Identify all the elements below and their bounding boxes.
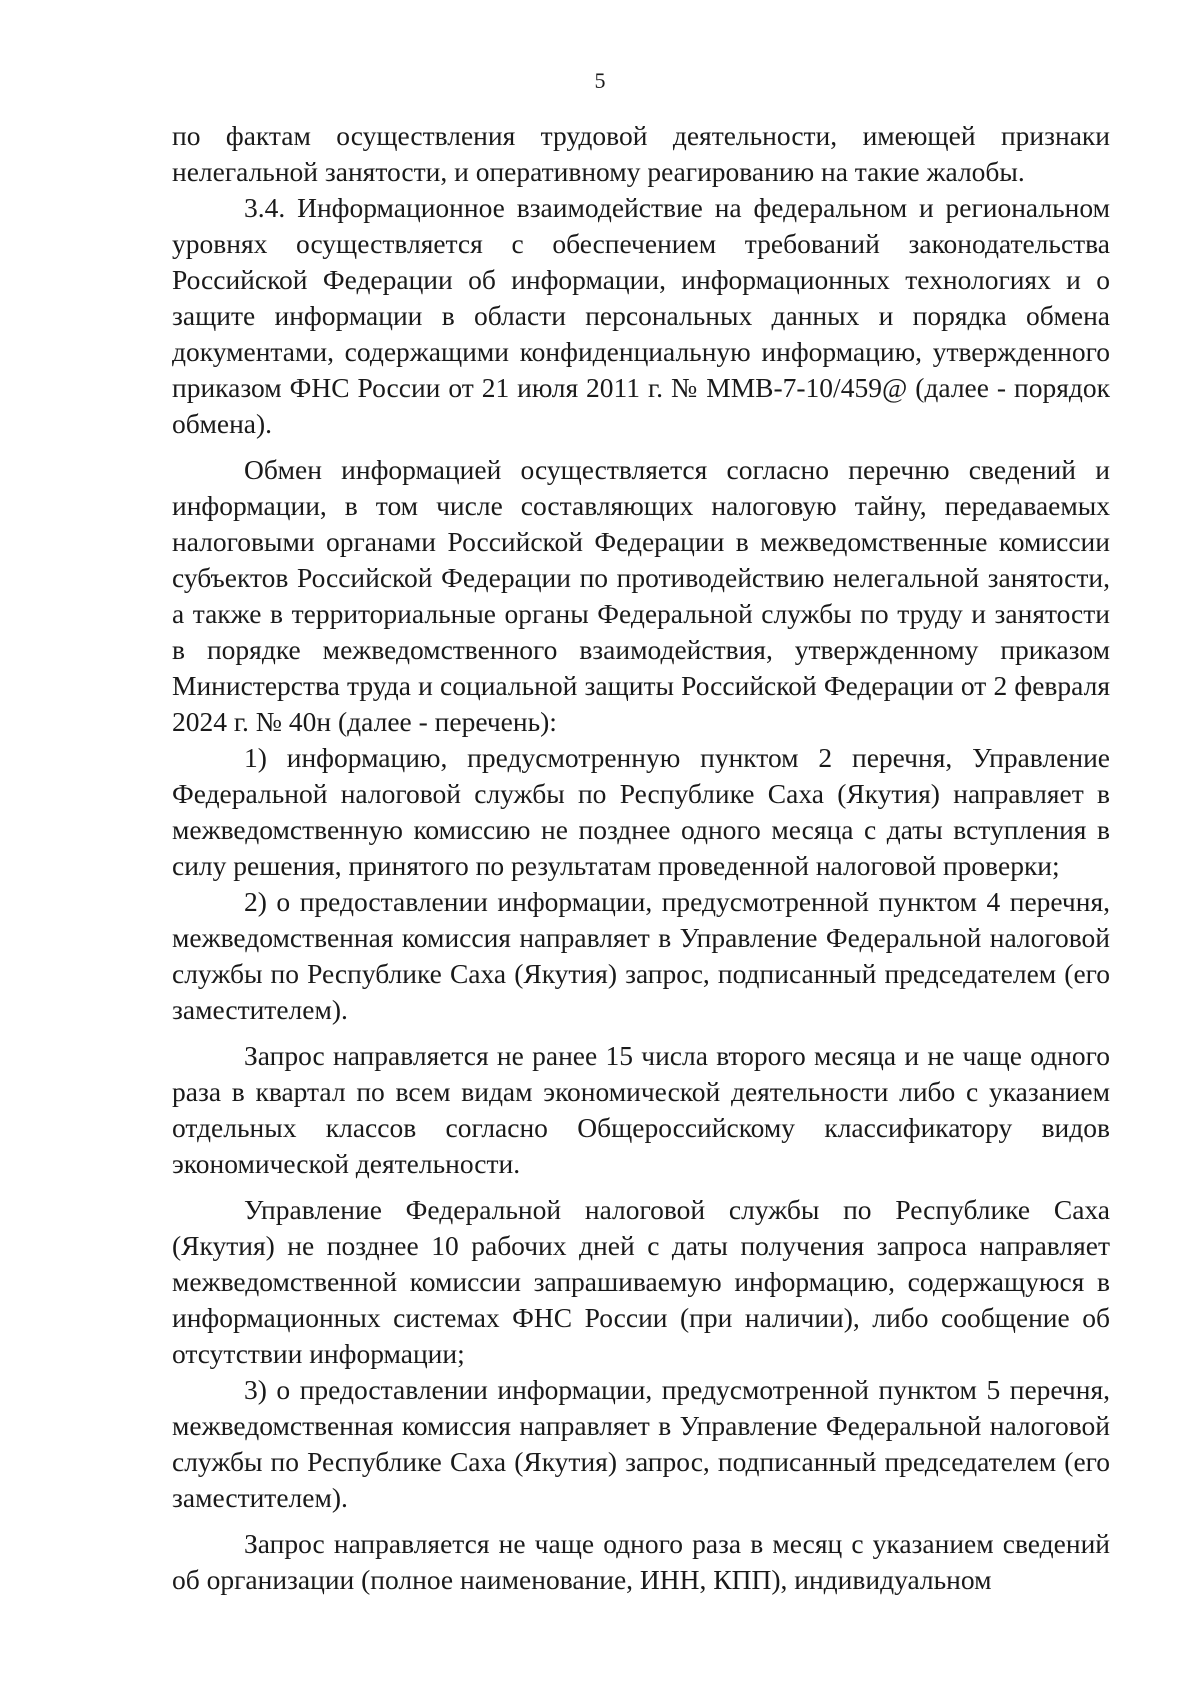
paragraph-3-4: 3.4. Информационное взаимодействие на федеральном и региональном уровнях осуществляется с обеспечением требований законодательства Российской Федерации об информации, информационных технологиях и о защите информации в области персональных данных и порядка обмена документами, содержащими конфиденциальную информацию, утвержденного приказом ФНС России от 21 июля 2011 г. № ММВ-7-10/459@ (далее - порядок обмена). — [172, 192, 1110, 439]
paragraph-continuation: по фактам осуществления трудовой деятельности, имеющей признаки нелегальной занятости, и оперативному реагированию на такие жалобы. — [172, 120, 1110, 187]
document-body — [172, 118, 1110, 1598]
paragraph-response-deadline: Управление Федеральной налоговой службы по Республике Саха (Якутия) не позднее 10 рабочих дней с даты получения запроса направляет межведомственной комиссии запрашиваемую информацию, содержащуюся в информационных системах ФНС России (при наличии), либо сообщение об отсутствии информации; — [172, 1194, 1110, 1369]
list-item-2: 2) о предоставлении информации, предусмотренной пунктом 4 перечня, межведомственная комиссия направляет в Управление Федеральной налоговой службы по Республике Саха (Якутия) запрос, подписанный председателем (его заместителем). — [172, 886, 1110, 1025]
page-number: 5 — [594, 68, 606, 93]
paragraph-information-exchange: Обмен информацией осуществляется согласно перечню сведений и информации, в том числе составляющих налоговую тайну, передаваемых налоговыми органами Российской Федерации в межведомственные комиссии субъектов Российской Федерации по противодействию нелегальной занятости, а также в территориальные органы Федеральной службы по труду и занятости в порядке межведомственного взаимодействия, утвержденному приказом Министерства труда и социальной защиты Российской Федерации от 2 февраля 2024 г. № 40н (далее - перечень): — [172, 454, 1110, 737]
paragraph-request-frequency: Запрос направляется не чаще одного раза в месяц с указанием сведений об организации (полное наименование, ИНН, КПП), индивидуальном — [172, 1528, 1110, 1595]
list-item-1: 1) информацию, предусмотренную пунктом 2 перечня, Управление Федеральной налоговой службы по Республике Саха (Якутия) направляет в межведомственную комиссию не позднее одного месяца с даты вступления в силу решения, принятого по результатам проведенной налоговой проверки; — [172, 742, 1110, 881]
list-item-3: 3) о предоставлении информации, предусмотренной пунктом 5 перечня, межведомственная комиссия направляет в Управление Федеральной налоговой службы по Республике Саха (Якутия) запрос, подписанный председателем (его заместителем). — [172, 1374, 1110, 1513]
paragraph-request-timing: Запрос направляется не ранее 15 числа второго месяца и не чаще одного раза в квартал по всем видам экономической деятельности либо с указанием отдельных классов согласно Общероссийскому классификатору видов экономической деятельности. — [172, 1040, 1110, 1179]
